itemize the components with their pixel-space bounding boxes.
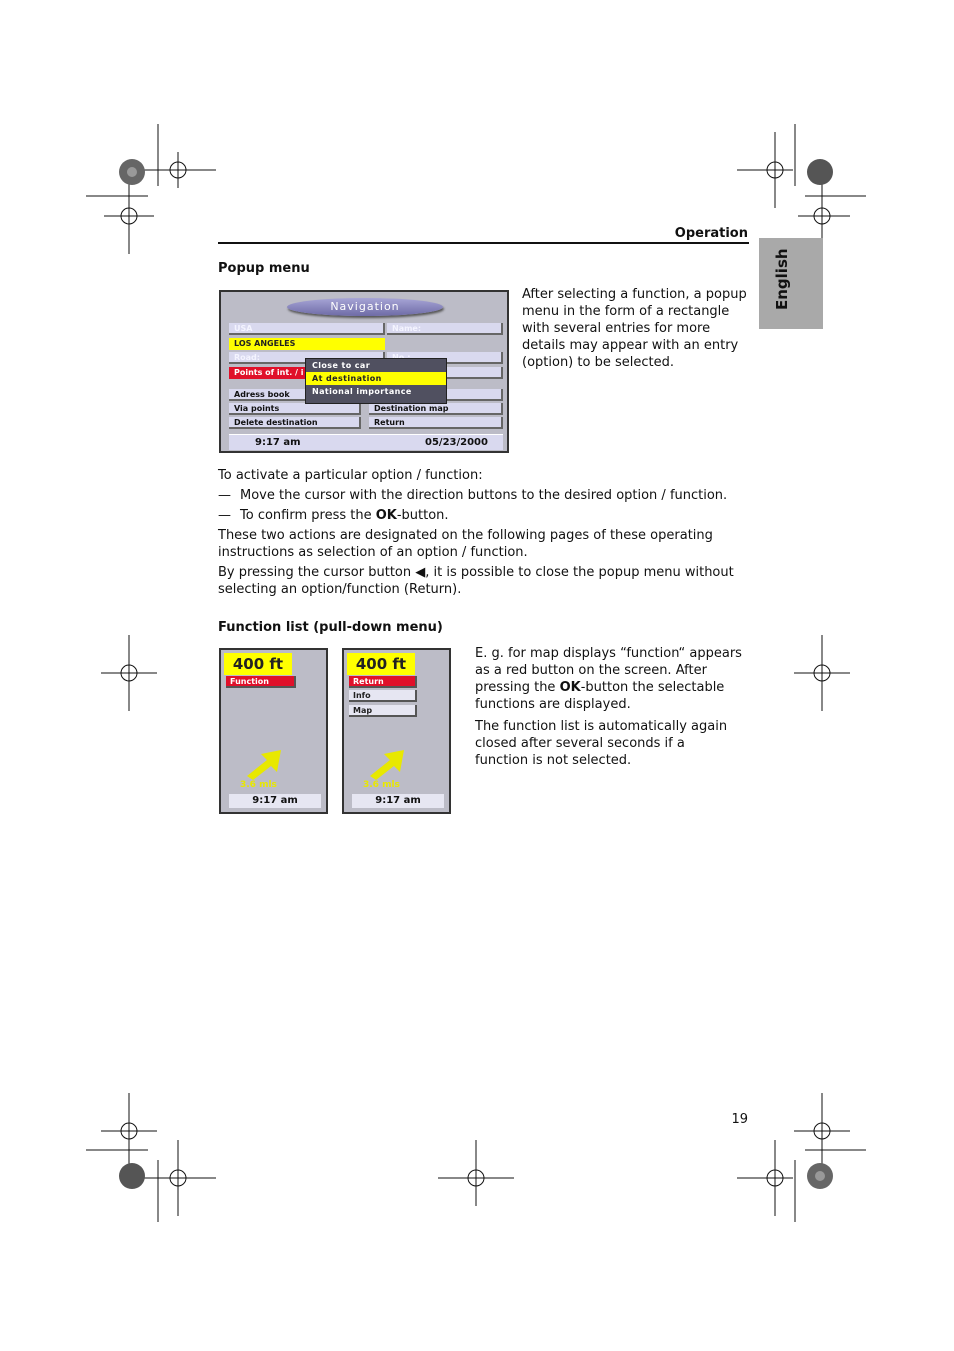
ok-button-label: OK (375, 508, 397, 523)
function-paragraph-2: The function list is automatically again closed after several seconds if a function is not selected. (475, 719, 728, 768)
step-2-pre: To confirm press the (240, 508, 376, 523)
left-arrow-icon: ◀ (415, 565, 426, 580)
navigation-screen (219, 290, 509, 453)
name-field[interactable]: Name: (387, 323, 503, 335)
destination-map-button[interactable]: Destination map (369, 403, 503, 415)
function-paragraph-1-post: -button the selectable functions are displayed. (475, 680, 725, 712)
function-list-heading: Function list (pull-down menu) (218, 620, 443, 635)
via-points-button[interactable]: Via points (229, 403, 361, 415)
road-field[interactable]: Road: (229, 352, 385, 364)
map-screen-function (219, 648, 328, 814)
clock: 9:17 am (229, 794, 321, 808)
direction-arrow-icon (370, 750, 404, 780)
country-field[interactable]: USA (229, 323, 385, 335)
step-1-text: Move the cursor with the direction buttons to the desired option / function. (240, 488, 728, 503)
navigation-title: Navigation (287, 298, 443, 316)
cursor-paragraph-post: , it is possible to close the popup menu without selecting an option/function (Return). (218, 565, 734, 597)
direction-arrow-icon (247, 750, 281, 780)
points-of-interest-button[interactable]: Points of int. / i (229, 367, 309, 379)
pulldown-item-return[interactable]: Return (349, 676, 417, 688)
city-field[interactable]: LOS ANGELES (229, 338, 385, 350)
cursor-paragraph (218, 564, 738, 598)
step-1: — Move the cursor with the direction buttons to the desired option / function. (218, 488, 728, 503)
distance-display: 400 ft (224, 653, 292, 675)
activate-intro: To activate a particular option / function: (218, 468, 483, 483)
adress-book-button[interactable]: Adress book (229, 389, 361, 401)
city-field-spacer (387, 338, 503, 350)
return-button[interactable]: Return (369, 417, 503, 429)
map-screen-pulldown (342, 648, 451, 814)
function-button[interactable]: Function (226, 676, 296, 688)
popup-menu (305, 358, 447, 404)
pulldown-item-map[interactable]: Map (349, 705, 417, 717)
status-time: 9:17 am (255, 437, 301, 448)
clock: 9:17 am (352, 794, 444, 808)
popup-item-at-destination[interactable]: At destination (306, 372, 446, 385)
distance-display: 400 ft (347, 653, 415, 675)
remaining-distance: 3.6 mls (363, 780, 400, 790)
ok-button-label: OK (559, 680, 581, 695)
step-2-post: -button. (396, 508, 449, 523)
popup-item-national-importance[interactable]: National importance (312, 387, 412, 396)
delete-destination-button[interactable]: Delete destination (229, 417, 361, 429)
remaining-distance: 3.6 mls (240, 780, 277, 790)
pulldown-item-info[interactable]: Info (349, 690, 417, 702)
status-date: 05/23/2000 (425, 437, 488, 448)
section-header: Operation (674, 226, 748, 241)
step-2: — To confirm press the OK-button. (218, 508, 449, 523)
poi-right-field (445, 367, 503, 379)
designation-paragraph: These two actions are designated on the following pages of these operating instructions as selection of an option / function. (218, 528, 713, 560)
popup-side-text: After selecting a function, a popup menu in the form of a rectangle with several entries for more details may appear with an entry (option) to be selected. (522, 287, 747, 370)
function-paragraph-1 (475, 645, 750, 713)
popup-menu-heading: Popup menu (218, 261, 310, 276)
language-tab (759, 238, 823, 329)
page-number: 19 (731, 1112, 748, 1127)
language-tab-label: English (773, 248, 791, 310)
status-bar (229, 434, 503, 450)
function-paragraph-1-pre: E. g. for map displays “function“ appears as a red button on the screen. After pressing the (475, 646, 742, 695)
cursor-paragraph-pre: By pressing the cursor button (218, 565, 416, 580)
header-rule (218, 242, 749, 244)
popup-item-close-to-car[interactable]: Close to car (312, 361, 371, 370)
